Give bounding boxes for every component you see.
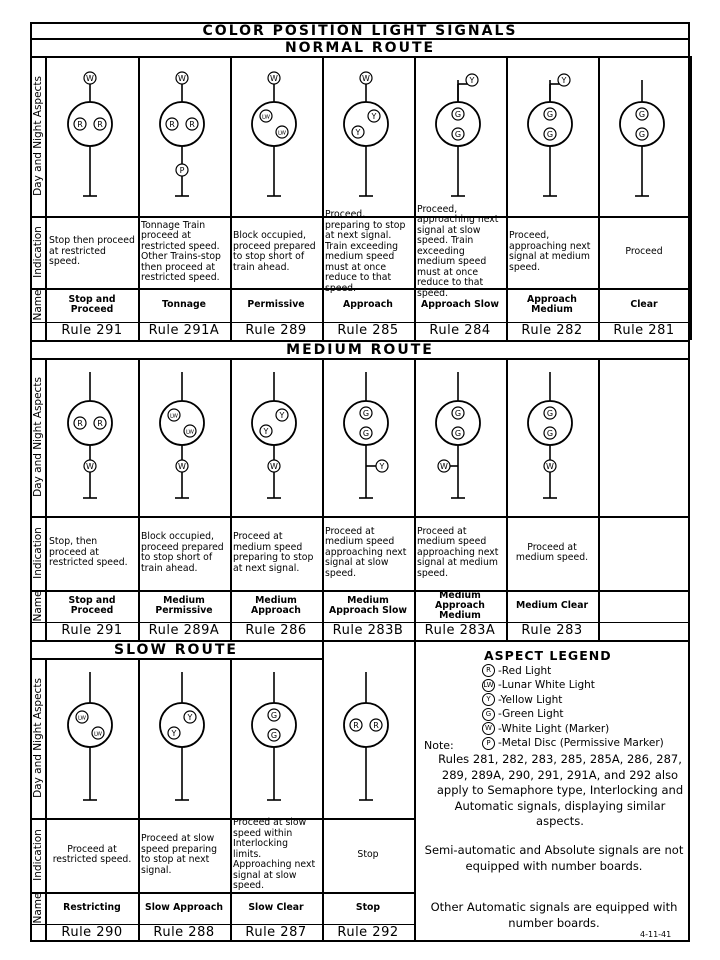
white-marker-light: [438, 460, 450, 472]
aspects-row-label: Day and Night Aspects: [32, 377, 44, 497]
svg-text:R: R: [169, 120, 175, 129]
aspects-row-label: Day and Night Aspects: [32, 76, 44, 196]
legend-label: -Yellow Light: [498, 693, 563, 706]
green-light: [360, 407, 372, 419]
signal-head: [160, 401, 204, 445]
svg-text:G: G: [270, 731, 278, 740]
red-light: [74, 118, 86, 130]
svg-text:G: G: [270, 711, 278, 720]
green-light: [636, 128, 648, 140]
yellow-light: [368, 110, 380, 122]
rule-number: Rule 282: [521, 323, 583, 338]
green-light: [544, 108, 556, 120]
indication-text: Proceed: [625, 245, 663, 257]
indication-text: Proceed at medium speed approaching next signal at medium speed.: [417, 525, 499, 579]
lunar-white-light: [168, 409, 180, 421]
indication-text: Tonnage Train proceed at restricted speed. Other Trains-stop then proceed at restricted speed.: [141, 219, 221, 283]
lunar-white-light: [276, 126, 288, 138]
aspect-name: Stop and Proceed: [68, 595, 116, 616]
svg-text:W: W: [178, 74, 186, 83]
date-stamp: 4-11-41: [640, 930, 672, 939]
legend-title: ASPECT LEGEND: [484, 648, 612, 663]
red-light: [350, 719, 362, 731]
signal-head: [344, 102, 388, 146]
red-light: [74, 417, 86, 429]
green-light: [452, 427, 464, 439]
svg-text:W: W: [86, 462, 94, 471]
aspect-name: Medium Approach Medium: [435, 590, 485, 621]
green-light: [452, 108, 464, 120]
aspects-row-label: Day and Night Aspects: [32, 678, 44, 798]
svg-text:G: G: [454, 409, 462, 418]
white-marker-light: [84, 72, 96, 84]
indication-text: Proceed at medium speed preparing to stop at next signal.: [233, 531, 314, 574]
rule-number: Rule 285: [337, 323, 399, 338]
indication-text: Stop, then proceed at restricted speed.: [49, 536, 128, 569]
indication-text: Proceed at slow speed within Interlocking limits. Approaching next signal at slow speed.: [233, 817, 316, 892]
svg-text:W: W: [546, 462, 554, 471]
rule-number: Rule 290: [61, 925, 123, 940]
green-light: [360, 427, 372, 439]
svg-text:W: W: [440, 462, 448, 471]
svg-text:Y: Y: [187, 713, 193, 722]
rule-number: Rule 291A: [148, 323, 220, 338]
svg-text:LW: LW: [186, 429, 194, 436]
lunar-white-light: [76, 711, 88, 723]
green-light: [452, 407, 464, 419]
rule-number: Rule 292: [337, 925, 399, 940]
indication-text: Proceed at restricted speed.: [52, 843, 132, 865]
normal-route-title: NORMAL ROUTE: [284, 40, 436, 56]
aspect-name: Clear: [630, 299, 658, 310]
legend-label: -Lunar White Light: [498, 679, 595, 691]
metal-disc-marker: [176, 164, 188, 176]
indication-text: Stop: [357, 848, 379, 860]
aspect-name: Medium Approach: [251, 595, 301, 616]
lunar-white-light: [260, 110, 272, 122]
svg-text:R: R: [97, 419, 103, 428]
svg-text:R: R: [189, 120, 195, 129]
green-light: [544, 427, 556, 439]
lunar-white-light: [184, 425, 196, 437]
rule-number: Rule 288: [153, 925, 215, 940]
green-light: [636, 108, 648, 120]
indication-row-label: Indication: [32, 226, 44, 278]
svg-text:W: W: [86, 74, 94, 83]
legend-item: [482, 708, 564, 721]
white-marker-light: [268, 72, 280, 84]
medium-route-title: MEDIUM ROUTE: [286, 342, 434, 358]
indication-text: Proceed, approaching next signal at medium speed.: [509, 230, 591, 273]
yellow-light: [558, 74, 570, 86]
legend-symbol-icon: Y: [482, 693, 495, 706]
red-light: [166, 118, 178, 130]
rule-number: Rule 291: [61, 623, 123, 638]
red-light: [186, 118, 198, 130]
svg-text:G: G: [362, 429, 370, 438]
svg-text:W: W: [362, 74, 370, 83]
legend-item: [482, 722, 609, 735]
legend-item: [482, 664, 551, 677]
svg-text:G: G: [638, 130, 646, 139]
aspect-name: Slow Clear: [248, 902, 304, 913]
legend-label: -Red Light: [498, 664, 552, 677]
rule-number: Rule 289: [245, 323, 307, 338]
svg-text:LW: LW: [94, 731, 102, 738]
aspect-name: Medium Approach Slow: [329, 595, 407, 616]
white-marker-light: [176, 72, 188, 84]
legend-label: -Green Light: [498, 708, 564, 720]
white-marker-light: [84, 460, 96, 472]
note-automatic: Other Automatic signals are equipped with number boards.: [430, 900, 678, 930]
yellow-light: [184, 711, 196, 723]
note-label: Note:: [424, 739, 454, 752]
svg-text:R: R: [353, 721, 359, 730]
svg-text:LW: LW: [262, 114, 270, 121]
svg-text:LW: LW: [278, 130, 286, 137]
svg-text:W: W: [178, 462, 186, 471]
aspect-name: Medium Permissive: [155, 595, 213, 616]
svg-text:Y: Y: [469, 76, 475, 85]
aspect-name: Tonnage: [162, 299, 206, 310]
indication-row-label: Indication: [32, 829, 44, 881]
svg-text:Y: Y: [263, 427, 269, 436]
yellow-light: [466, 74, 478, 86]
name-row-label: Name: [32, 892, 44, 924]
svg-text:R: R: [97, 120, 103, 129]
indication-text: Proceed at slow speed preparing to stop at next signal.: [141, 833, 218, 876]
svg-text:R: R: [77, 419, 83, 428]
yellow-light: [260, 425, 272, 437]
svg-text:G: G: [546, 130, 554, 139]
indication-text: Proceed at medium speed approaching next signal at slow speed.: [325, 525, 407, 579]
svg-text:G: G: [546, 110, 554, 119]
svg-text:R: R: [77, 120, 83, 129]
legend-symbol-icon: R: [482, 664, 495, 677]
rule-number: Rule 281: [613, 323, 675, 338]
svg-text:LW: LW: [78, 715, 86, 722]
aspect-name: Approach Medium: [527, 294, 577, 315]
rule-number: Rule 289A: [148, 623, 220, 638]
legend-item: [482, 693, 562, 706]
yellow-light: [376, 460, 388, 472]
green-light: [268, 729, 280, 741]
svg-text:Y: Y: [279, 411, 285, 420]
svg-text:G: G: [546, 429, 554, 438]
indication-text: Proceed, approaching next signal at slow speed. Train exceeding medium speed must at once reduce to that speed.: [417, 203, 499, 299]
name-row-label: Name: [32, 590, 44, 622]
aspect-name: Stop: [355, 902, 381, 913]
aspect-name: Approach: [343, 299, 393, 310]
svg-text:P: P: [179, 166, 185, 175]
svg-text:LW: LW: [170, 413, 178, 420]
indication-text: Stop then proceed at restricted speed.: [49, 235, 135, 268]
svg-text:G: G: [454, 429, 462, 438]
indication-row-label: Indication: [32, 527, 44, 579]
legend-symbol-icon: W: [482, 722, 495, 735]
svg-text:G: G: [546, 409, 554, 418]
legend-symbol-icon: G: [482, 708, 495, 721]
indication-text: Block occupied, proceed prepared to stop short of train ahead.: [141, 531, 224, 574]
yellow-light: [168, 727, 180, 739]
lunar-white-light: [92, 727, 104, 739]
note-rules: Rules 281, 282, 283, 285, 285A, 286, 287, 289, 289A, 290, 291, 291A, and 292 also apply to Semaphore type, Interlocking and Automatic signals, displaying similar aspects.: [436, 752, 684, 828]
rule-number: Rule 283A: [424, 623, 496, 638]
white-marker-light: [360, 72, 372, 84]
svg-text:Y: Y: [371, 112, 377, 121]
note-semi-automatic: Semi-automatic and Absolute signals are not equipped with number boards.: [424, 843, 684, 873]
indication-text: Proceed at medium speed.: [515, 541, 589, 563]
aspect-name: Medium Clear: [515, 600, 589, 611]
indication-text: Proceed, preparing to stop at next signal. Train exceeding medium speed must at once reduce to that speed.: [325, 209, 406, 294]
legend-symbol-icon: P: [482, 737, 495, 750]
chart-title: COLOR POSITION LIGHT SIGNALS: [202, 23, 518, 39]
aspect-name: Slow Approach: [145, 902, 223, 913]
legend-symbol-icon: LW: [482, 679, 495, 692]
svg-text:W: W: [270, 74, 278, 83]
svg-text:Y: Y: [561, 76, 567, 85]
rule-number: Rule 291: [61, 323, 123, 338]
white-marker-light: [268, 460, 280, 472]
green-light: [452, 128, 464, 140]
svg-text:Y: Y: [355, 128, 361, 137]
legend-label: -White Light (Marker): [498, 722, 610, 735]
svg-text:G: G: [454, 130, 462, 139]
svg-text:Y: Y: [379, 462, 385, 471]
yellow-light: [352, 126, 364, 138]
legend-label: -Metal Disc (Permissive Marker): [498, 737, 664, 749]
white-marker-light: [176, 460, 188, 472]
white-marker-light: [544, 460, 556, 472]
signal-head: [252, 401, 296, 445]
yellow-light: [276, 409, 288, 421]
signal-head: [160, 703, 204, 747]
svg-text:G: G: [454, 110, 462, 119]
legend-item: [482, 679, 595, 692]
slow-route-title: SLOW ROUTE: [114, 642, 238, 658]
red-light: [94, 417, 106, 429]
green-light: [268, 709, 280, 721]
rule-number: Rule 286: [245, 623, 307, 638]
legend-item: [482, 737, 664, 750]
svg-text:Y: Y: [171, 729, 177, 738]
aspect-name: Permissive: [247, 299, 305, 310]
rule-number: Rule 284: [429, 323, 491, 338]
svg-text:R: R: [373, 721, 379, 730]
red-light: [94, 118, 106, 130]
indication-text: Block occupied, proceed prepared to stop short of train ahead.: [233, 230, 316, 273]
name-row-label: Name: [32, 289, 44, 321]
green-light: [544, 128, 556, 140]
signal-head: [252, 102, 296, 146]
signal-head: [68, 703, 112, 747]
rule-number: Rule 283: [521, 623, 583, 638]
rule-number: Rule 283B: [332, 623, 404, 638]
svg-text:G: G: [638, 110, 646, 119]
aspect-name: Stop and Proceed: [68, 294, 116, 315]
rule-number: Rule 287: [245, 925, 307, 940]
svg-text:W: W: [270, 462, 278, 471]
green-light: [544, 407, 556, 419]
red-light: [370, 719, 382, 731]
aspect-name: Restricting: [63, 902, 121, 913]
svg-text:G: G: [362, 409, 370, 418]
aspect-name: Approach Slow: [421, 299, 499, 310]
